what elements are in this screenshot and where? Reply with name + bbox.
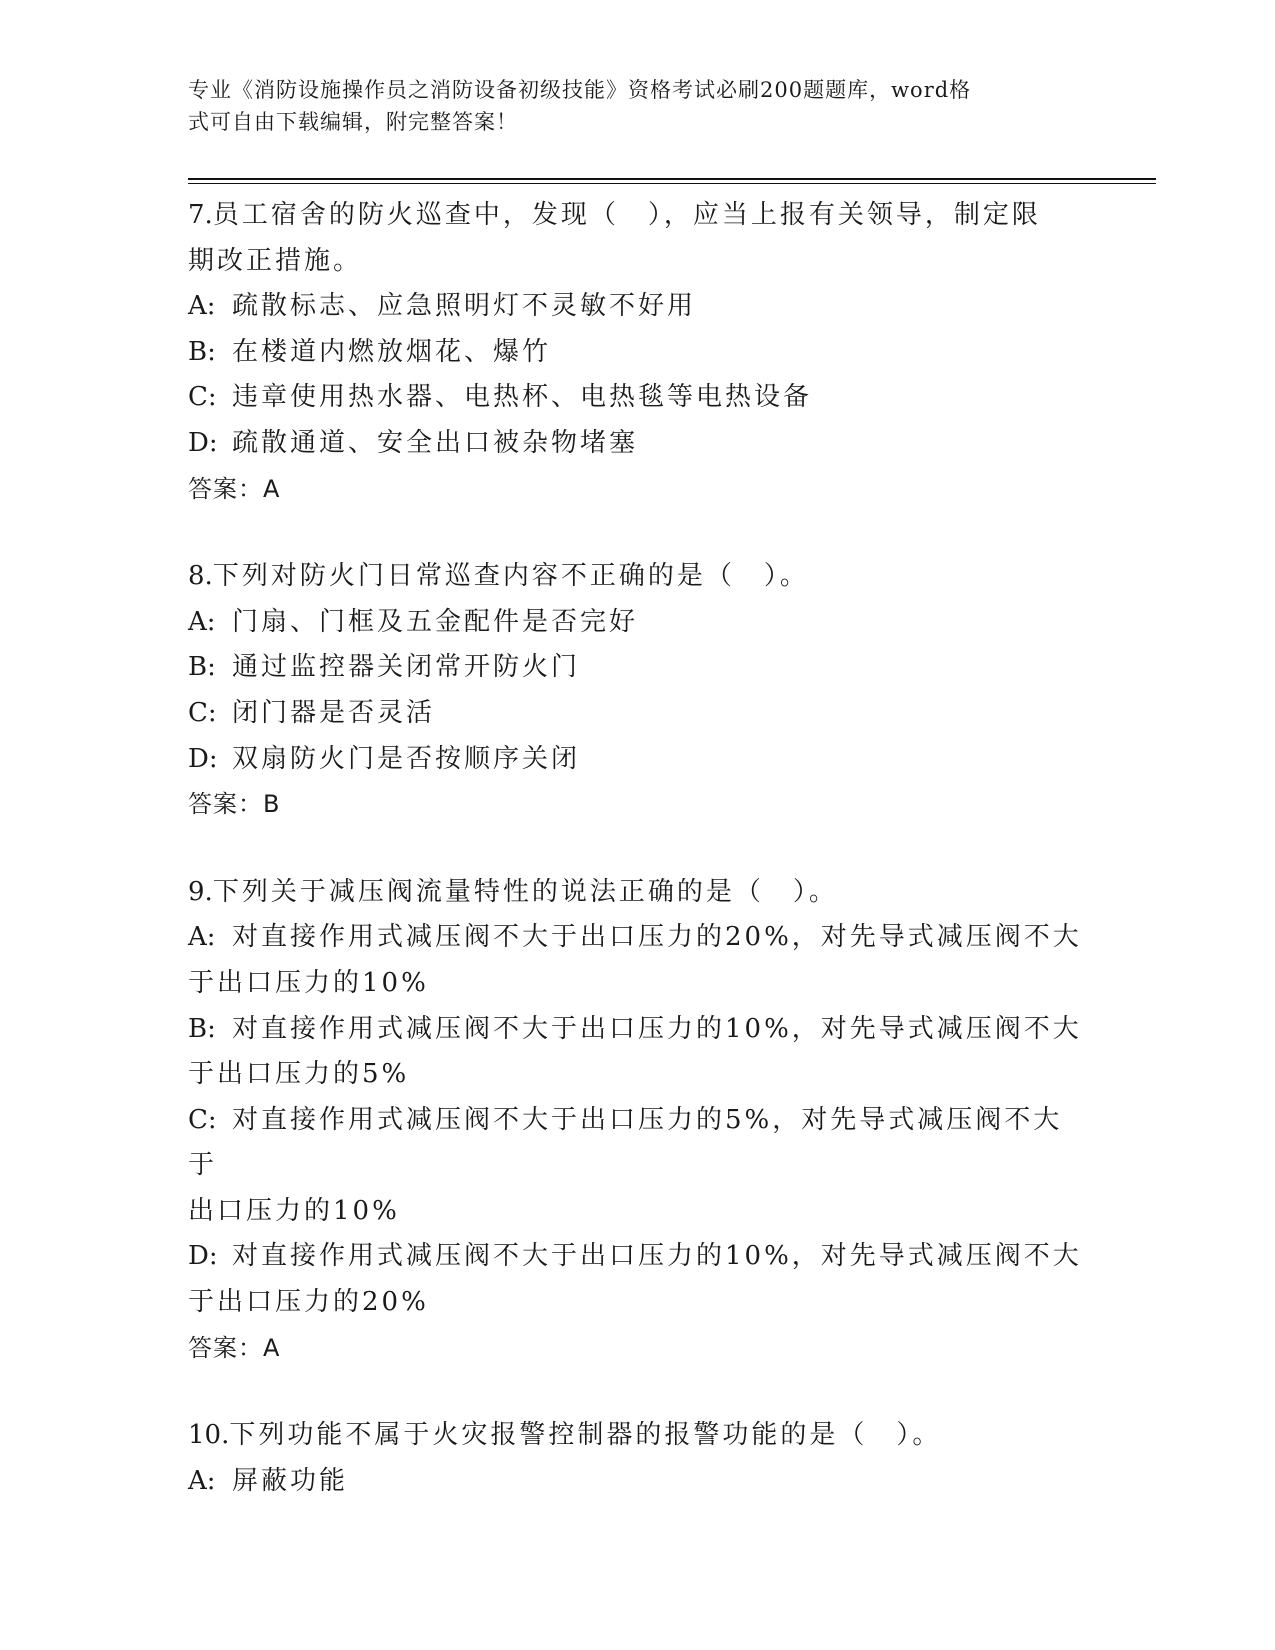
question-block <box>188 1413 1088 1504</box>
option-text: 闭门器是否灵活 <box>232 697 436 728</box>
option-text: 在楼道内燃放烟花、爆竹 <box>232 336 552 367</box>
option-letter: A: <box>188 606 216 637</box>
option-letter: D: <box>188 743 218 774</box>
answer-line: 答案：A <box>188 1333 281 1362</box>
option-line <box>188 330 1088 376</box>
question-stem-line <box>188 870 1088 916</box>
question-number: 7. <box>188 200 213 230</box>
option-line <box>188 1007 1088 1053</box>
option-text: 于出口压力的5% <box>188 1059 410 1090</box>
option-text: 屏蔽功能 <box>232 1465 349 1496</box>
question-list <box>188 193 1088 1546</box>
option-text: 通过监控器关闭常开防火门 <box>232 652 581 683</box>
option-line <box>188 737 1088 783</box>
option-text: 对直接作用式减压阀不大于出口压力的20%，对先导式减压阀不大 <box>232 922 1082 953</box>
option-line <box>188 961 1088 1007</box>
option-line <box>188 691 1088 737</box>
option-line <box>188 1052 1088 1098</box>
question-block <box>188 870 1088 1372</box>
question-stem-line <box>188 239 1088 285</box>
question-stem-text: 期改正措施。 <box>188 245 363 276</box>
option-line <box>188 1459 1088 1505</box>
option-text: 门扇、门框及五金配件是否完好 <box>232 606 639 637</box>
option-line <box>188 915 1088 961</box>
option-text: 疏散标志、应急照明灯不灵敏不好用 <box>232 291 697 322</box>
option-letter: A: <box>188 922 216 953</box>
option-letter: D: <box>188 1241 218 1272</box>
option-text: 对直接作用式减压阀不大于出口压力的10%，对先导式减压阀不大 <box>232 1241 1082 1272</box>
option-text: 对直接作用式减压阀不大于出口压力的10%，对先导式减压阀不大 <box>232 1013 1082 1044</box>
option-text: 出口压力的10% <box>188 1195 400 1226</box>
option-letter: C: <box>188 382 217 413</box>
option-line <box>188 1280 1088 1326</box>
option-letter: B: <box>188 1013 216 1044</box>
question-stem-line <box>188 554 1088 600</box>
header-divider-thick <box>188 178 1156 180</box>
option-letter: A: <box>188 1465 216 1496</box>
option-line <box>188 645 1088 691</box>
option-text: 双扇防火门是否按顺序关闭 <box>232 743 581 774</box>
question-block <box>188 554 1088 828</box>
question-stem-text: 员工宿舍的防火巡查中，发现（ ），应当上报有关领导，制定限 <box>212 200 1041 230</box>
document-header <box>188 74 1068 138</box>
option-text: 对直接作用式减压阀不大于出口压力的5%，对先导式减压阀不大于 <box>188 1104 1063 1181</box>
question-number: 9. <box>188 876 213 907</box>
option-letter: D: <box>188 427 218 458</box>
option-line <box>188 1189 1088 1235</box>
option-text: 于出口压力的10% <box>188 967 429 998</box>
answer-line: 答案：A <box>188 474 281 503</box>
question-number: 8. <box>188 561 213 592</box>
option-line <box>188 600 1088 646</box>
option-line <box>188 1234 1088 1280</box>
option-letter: C: <box>188 1104 217 1135</box>
option-text: 疏散通道、安全出口被杂物堵塞 <box>232 427 639 458</box>
question-number: 10. <box>188 1420 230 1451</box>
question-stem-text: 下列关于减压阀流量特性的说法正确的是（ ）。 <box>212 876 838 907</box>
option-line <box>188 284 1088 330</box>
header-line-1: 专业《消防设施操作员之消防设备初级技能》资格考试必刷200题题库，word格 <box>188 78 972 102</box>
option-letter: A: <box>188 291 216 322</box>
question-block <box>188 193 1088 512</box>
question-stem-line <box>188 193 1088 239</box>
header-divider-thin <box>188 183 1156 184</box>
option-letter: B: <box>188 652 216 683</box>
question-stem-line <box>188 1413 1088 1459</box>
question-stem-text: 下列对防火门日常巡查内容不正确的是（ ）。 <box>212 561 809 592</box>
option-text: 违章使用热水器、电热杯、电热毯等电热设备 <box>232 382 813 413</box>
question-stem-text: 下列功能不属于火灾报警控制器的报警功能的是（ ）。 <box>229 1420 942 1451</box>
answer-line: 答案：B <box>188 790 281 819</box>
option-text: 于出口压力的20% <box>188 1287 429 1318</box>
option-line <box>188 375 1088 421</box>
header-line-2: 式可自由下载编辑，附完整答案！ <box>188 110 518 134</box>
option-line <box>188 421 1088 467</box>
option-letter: B: <box>188 336 216 367</box>
option-letter: C: <box>188 697 217 728</box>
option-line <box>188 1098 1088 1189</box>
